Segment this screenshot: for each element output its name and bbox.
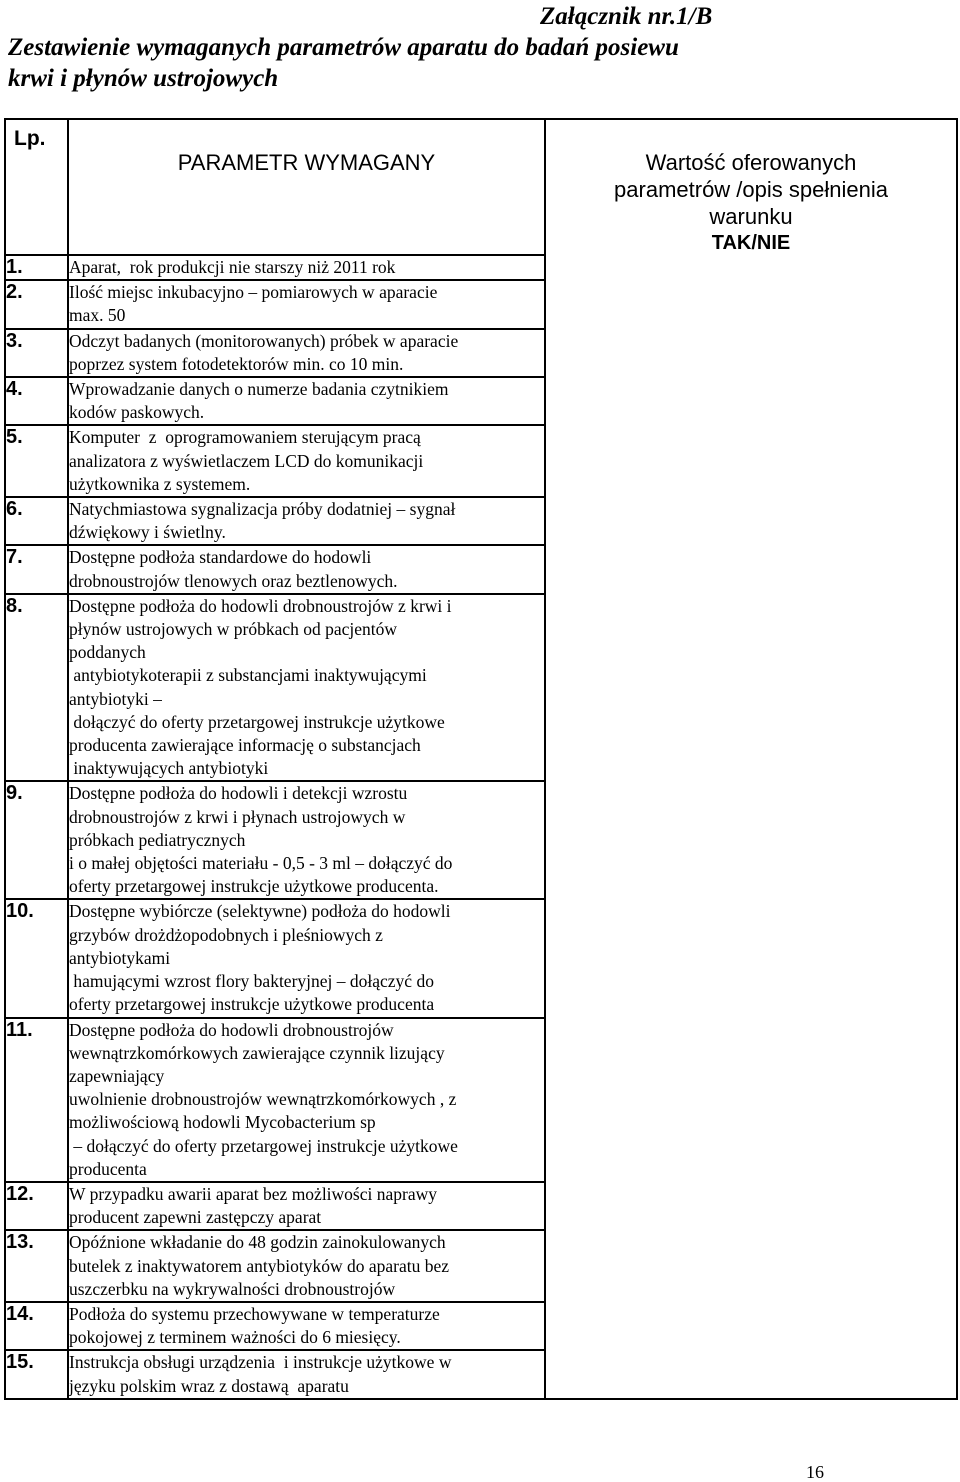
parameter-line: – dołączyć do oferty przetargowej instrukcje użytkowe bbox=[69, 1135, 458, 1156]
parameter-line: Opóźnione wkładanie do 48 godzin zainokulowanych bbox=[69, 1232, 446, 1253]
column-header-parameter-label: PARAMETR WYMAGANY bbox=[177, 150, 436, 175]
parameter-line: oferty przetargowej instrukcje użytkowe producenta. bbox=[69, 876, 439, 897]
parameter-line: poprzez system fotodetektorów min. co 10 min. bbox=[69, 353, 404, 374]
parameter-line: butelek z inaktywatorem antybiotyków do aparatu bez bbox=[69, 1255, 450, 1276]
parameter-line: max. 50 bbox=[69, 305, 126, 326]
parameter-description bbox=[68, 280, 545, 328]
parameter-line: uszczerbku na wykrywalności drobnoustrojów bbox=[69, 1278, 396, 1299]
parameter-line: drobnoustrojów z krwi i płynach ustrojowych w bbox=[69, 806, 406, 827]
parameter-line: analizatora z wyświetlaczem LCD do komunikacji bbox=[69, 450, 424, 471]
parameter-line: W przypadku awarii aparat bez możliwości naprawy bbox=[69, 1183, 437, 1204]
parameter-line: grzybów drożdżopodobnych i pleśniowych z bbox=[69, 924, 383, 945]
parameter-line: producenta bbox=[69, 1158, 147, 1179]
attachment-label: Załącznik nr.1/B bbox=[540, 3, 713, 30]
parameter-line: płynów ustrojowych w próbkach od pacjentów bbox=[69, 619, 398, 640]
column-header-lp-label: Lp. bbox=[14, 127, 46, 150]
row-number: 11. bbox=[5, 1018, 68, 1182]
parameter-line: i o małej objętości materiału - 0,5 - 3 ml – dołączyć do bbox=[69, 853, 453, 874]
parameter-description bbox=[68, 1302, 545, 1350]
parameter-line: Aparat, rok produkcji nie starszy niż 2011 rok bbox=[69, 257, 396, 277]
row-number: 8. bbox=[5, 594, 68, 782]
parameter-line: Dostępne podłoża do hodowli i detekcji wzrostu bbox=[69, 783, 408, 804]
parameter-line: Podłoża do systemu przechowywane w temperaturze bbox=[69, 1303, 440, 1324]
column-header-value-line: Wartość oferowanych bbox=[645, 150, 857, 175]
row-number: 4. bbox=[5, 377, 68, 425]
parameter-description bbox=[68, 1230, 545, 1302]
parameter-description bbox=[68, 594, 545, 782]
parameter-line: wewnątrzkomórkowych zawierające czynnik lizujący bbox=[69, 1042, 445, 1063]
column-header-value-yes-no: TAK/NIE bbox=[711, 232, 791, 254]
parameter-description bbox=[68, 329, 545, 377]
row-number: 12. bbox=[5, 1182, 68, 1230]
row-number: 9. bbox=[5, 781, 68, 899]
page-number: 16 bbox=[806, 1462, 824, 1482]
parameter-line: Dostępne podłoża do hodowli drobnoustrojów bbox=[69, 1019, 394, 1040]
parameter-line: inaktywujących antybiotyki bbox=[69, 758, 269, 779]
parameter-line: Dostępne podłoża standardowe do hodowli bbox=[69, 547, 372, 568]
parameter-line: próbkach pediatrycznych bbox=[69, 829, 246, 850]
parameter-line: dołączyć do oferty przetargowej instrukcje użytkowe bbox=[69, 711, 445, 732]
parameter-description bbox=[68, 781, 545, 899]
parameter-line: oferty przetargowej instrukcje użytkowe producenta bbox=[69, 994, 435, 1015]
parameter-line: Wprowadzanie danych o numerze badania czytnikiem bbox=[69, 379, 449, 400]
parameter-description bbox=[68, 1182, 545, 1230]
parameter-line: Dostępne podłoża do hodowli drobnoustrojów z krwi i bbox=[69, 595, 452, 616]
parameter-line: Ilość miejsc inkubacyjno – pomiarowych w aparacie bbox=[69, 282, 438, 303]
parameter-line: Komputer z oprogramowaniem sterującym pracą bbox=[69, 427, 421, 448]
document-title bbox=[8, 32, 908, 94]
parameters-table bbox=[4, 118, 958, 1400]
column-header-parameter bbox=[68, 119, 545, 255]
parameter-description bbox=[68, 255, 545, 280]
parameter-line: producent zapewni zastępczy aparat bbox=[69, 1207, 322, 1228]
parameter-line: możliwościową hodowli Mycobacterium sp bbox=[69, 1112, 376, 1133]
parameter-line: pokojowej z terminem ważności do 6 miesięcy. bbox=[69, 1327, 401, 1348]
row-number: 13. bbox=[5, 1230, 68, 1302]
row-number: 1. bbox=[5, 255, 68, 280]
title-line: Zestawienie wymaganych parametrów aparatu do badań posiewu bbox=[8, 34, 679, 61]
parameter-line: poddanych bbox=[69, 642, 146, 663]
parameter-line: Odczyt badanych (monitorowanych) próbek w aparacie bbox=[69, 330, 459, 351]
parameter-line: zapewniający bbox=[69, 1065, 165, 1086]
parameter-line: antybiotykami bbox=[69, 947, 171, 968]
row-number: 7. bbox=[5, 545, 68, 593]
table-header-row bbox=[5, 119, 957, 255]
parameter-line: języku polskim wraz z dostawą aparatu bbox=[69, 1375, 349, 1396]
parameter-description bbox=[68, 545, 545, 593]
parameter-line: antybiotykoterapii z substancjami inaktywującymi bbox=[69, 665, 427, 686]
parameter-description bbox=[68, 377, 545, 425]
parameter-line: dźwiękowy i świetlny. bbox=[69, 522, 226, 543]
parameter-line: użytkownika z systemem. bbox=[69, 473, 251, 494]
value-column bbox=[545, 119, 957, 1399]
column-header-value bbox=[546, 120, 956, 256]
parameter-description bbox=[68, 1018, 545, 1182]
parameter-description bbox=[68, 899, 545, 1017]
row-number: 6. bbox=[5, 497, 68, 545]
parameter-line: antybiotyki – bbox=[69, 688, 162, 709]
column-header-value-line: warunku bbox=[709, 204, 793, 229]
parameter-line: Dostępne wybiórcze (selektywne) podłoża do hodowli bbox=[69, 901, 451, 922]
parameter-description bbox=[68, 497, 545, 545]
parameter-line: Instrukcja obsługi urządzenia i instrukcje użytkowe w bbox=[69, 1352, 452, 1373]
row-number: 15. bbox=[5, 1350, 68, 1398]
parameter-line: Natychmiastowa sygnalizacja próby dodatniej – sygnał bbox=[69, 499, 456, 520]
parameter-line: uwolnienie drobnoustrojów wewnątrzkomórkowych , z bbox=[69, 1089, 457, 1110]
title-line: krwi i płynów ustrojowych bbox=[8, 65, 279, 92]
row-number: 5. bbox=[5, 425, 68, 497]
row-number: 10. bbox=[5, 899, 68, 1017]
parameter-description bbox=[68, 1350, 545, 1398]
parameter-line: producenta zawierające informację o substancjach bbox=[69, 735, 421, 756]
parameter-line: kodów paskowych. bbox=[69, 402, 205, 423]
parameter-description bbox=[68, 425, 545, 497]
row-number: 14. bbox=[5, 1302, 68, 1350]
row-number: 3. bbox=[5, 329, 68, 377]
parameter-line: drobnoustrojów tlenowych oraz beztlenowych. bbox=[69, 570, 398, 591]
column-header-value-line: parametrów /opis spełnienia bbox=[614, 177, 888, 202]
row-number: 2. bbox=[5, 280, 68, 328]
parameter-line: hamującymi wzrost flory bakteryjnej – dołączyć do bbox=[69, 971, 434, 992]
column-header-lp bbox=[5, 119, 68, 255]
